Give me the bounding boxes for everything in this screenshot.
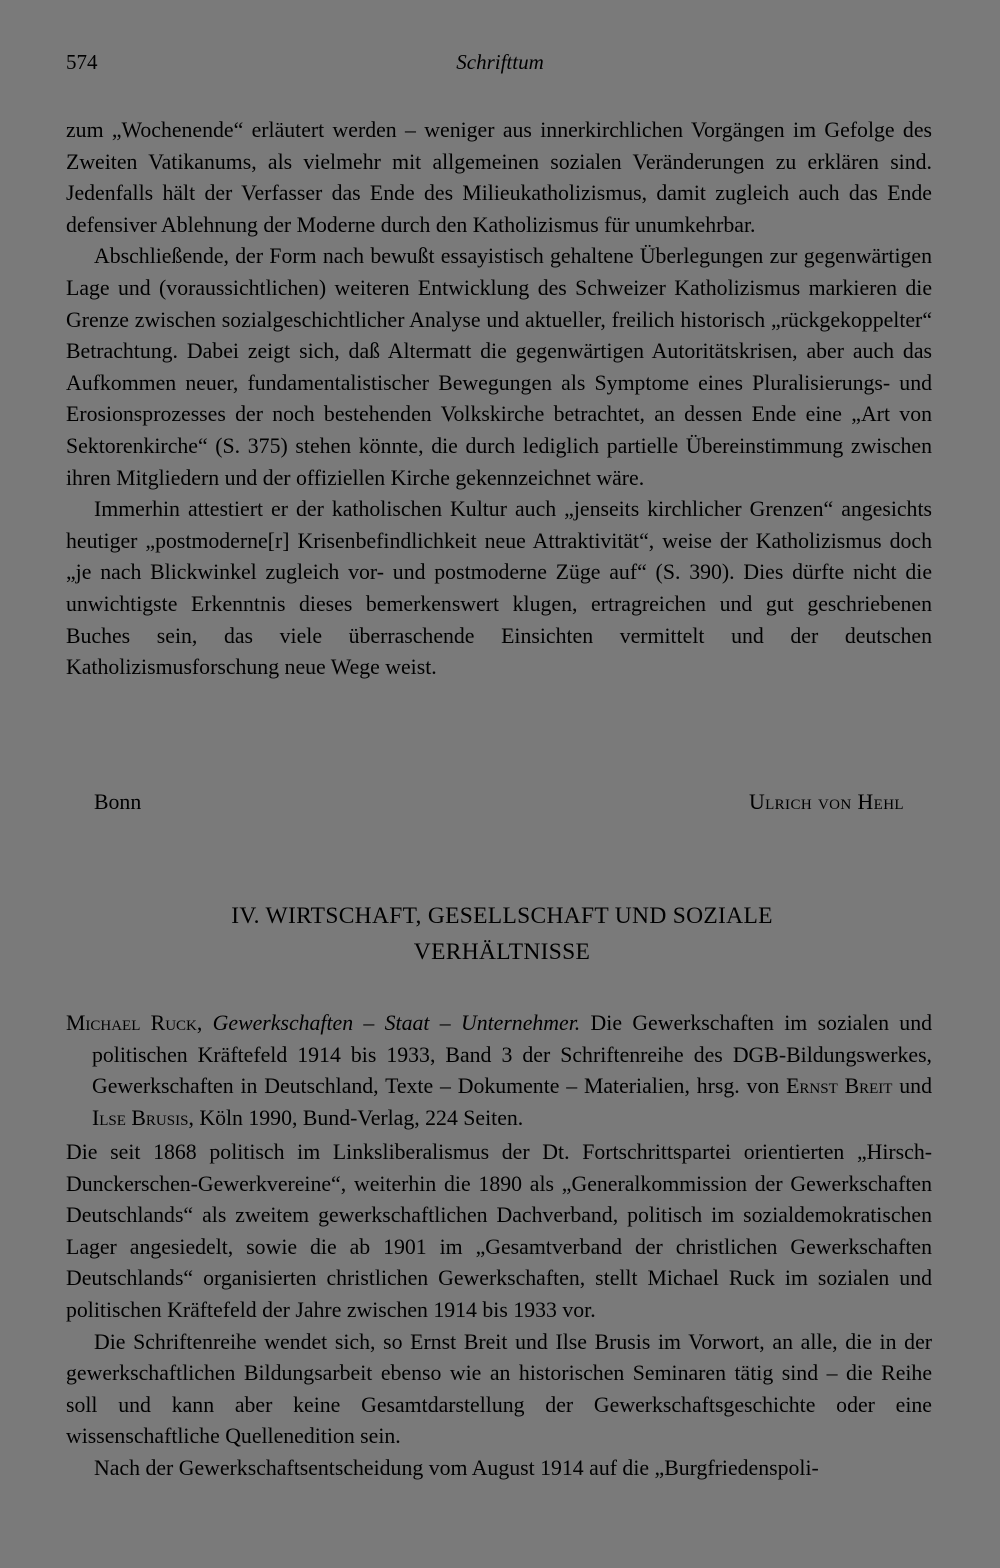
book-title: Gewerkschaften – Staat – Unternehmer. [212,1011,581,1035]
section-heading-line: IV. WIRTSCHAFT, GESELLSCHAFT UND SOZIALE [231,903,773,929]
review-body [66,1137,932,1485]
running-title: Schrifttum [456,50,544,74]
section-heading-line: VERHÄLTNISSE [413,939,591,965]
bibliographic-entry [66,1008,932,1134]
citation-details: , Köln 1990, Bund-Verlag, 224 Seiten. [188,1105,524,1130]
paragraph: Nach der Gewerkschaftsentscheidung vom August 1914 auf die „Burgfriedenspoli- [94,1455,819,1480]
citation: Michael Ruck, Gewerkschaften – Staat – Unternehmer. Die Gewerkschaften im sozialen und politischen Kräftefeld 1914 bis 1933, Band 3 der Schriftenreihe des DGB-Bildungswerkes, Gewerkschaften in Deutschland, Texte – Dokumente – Materialien, hrsg. von Ernst Breit und Ilse Brusis, Köln 1990, Bund-Verlag, 224 Seiten. [66,1011,932,1130]
paragraph: Abschließende, der Form nach bewußt essayistisch gehaltene Überlegungen zur gegenwärtigen Lage und (voraussichtlichen) weiteren Entwicklung des Schweizer Katholizismus markieren die Grenze zwischen sozialgeschichtlicher Analyse und aktueller, freilich historisch „rückgekoppelter“ Betrachtung. Dabei zeigt sich, daß Altermatt die gegenwärtigen Autoritätskrisen, aber auch das Aufkommen neuer, fundamentalistischer Bewegungen als Symptome eines Pluralisierungs- und Erosionsprozesses der noch bestehenden Volkskirche betrachtet, an dessen Ende eine „Art von Sektorenkirche“ (S. 375) stehen könnte, die durch lediglich partielle Übereinstimmung zwischen ihren Mitgliedern und der offiziellen Kirche gekennzeichnet wäre. [66,244,932,490]
signature-place: Bonn [94,790,142,814]
section-heading [140,898,864,970]
review-body-continued [66,115,932,684]
reviewer-name: Ulrich von Hehl [748,790,904,814]
page-number: 574 [66,50,98,74]
paragraph: Die Schriftenreihe wendet sich, so Ernst Breit und Ilse Brusis im Vorwort, an alle, die in der gewerkschaftlichen Bildungsarbeit ebenso wie an historischen Seminaren tätig sind – die Reihe soll und kann aber keine Gesamtdarstellung der Gewerkschaftsgeschichte oder eine wissenschaftliche Quellenedition sein. [66,1329,932,1449]
page-header [66,50,934,80]
citation-details: Die Gewerkschaften im sozialen und politischen Kräftefeld 1914 bis 1933, Band 3 der Schriftenreihe des DGB-Bildungswerkes, Gewerkschaften in Deutschland, Texte – Dokumente – Materialien, hrsg. von [92,1011,932,1099]
paragraph: Immerhin attestiert er der katholischen Kultur auch „jenseits kirchlicher Grenzen“ angesichts heutiger „postmoderne[r] Krisenbefindlichkeit neue Attraktivität“, weise der Katholizismus doch „je nach Blickwinkel zugleich vor- und postmoderne Züge auf“ (S. 390). Dies dürfte nicht die unwichtigste Erkenntnis dieses bemerkenswert klugen, ertragreichen und gut geschriebenen Buches sein, das viele überraschende Einsichten vermittelt und der deutschen Katholizismusforschung neue Wege weist. [66,497,932,680]
paragraph: zum „Wochenende“ erläutert werden – weniger aus innerkirchlichen Vorgängen im Gefolge des Zweiten Vatikanums, als vielmehr mit allgemeinen sozialen Veränderungen zu erklären sind. Jedenfalls hält der Verfasser das Ende des Milieukatholizismus, damit zugleich auch das Ende defensiver Ablehnung der Moderne durch den Katholizismus für unumkehrbar. [66,118,932,237]
paragraph: Die seit 1868 politisch im Linksliberalismus der Dt. Fortschrittspartei orientierten „Hirsch-Dunckerschen-Gewerkvereine“, weiterhin die 1890 als „Generalkommission der Gewerkschaften Deutschlands“ als zweitem gewerkschaftlichen Dachverband, politisch im sozialdemokratischen Lager angesiedelt, sowie die ab 1901 im „Gesamtverband der christlichen Gewerkschaften Deutschlands“ organisierten christlichen Gewerkschaften, stellt Michael Ruck im sozialen und politischen Kräftefeld der Jahre zwischen 1914 bis 1933 vor. [66,1140,932,1322]
citation-details: und [892,1074,932,1099]
book-author: Michael Ruck [66,1011,197,1035]
editor-name: Ernst Breit [786,1074,893,1099]
editor-name: Ilse Brusis [92,1105,189,1130]
